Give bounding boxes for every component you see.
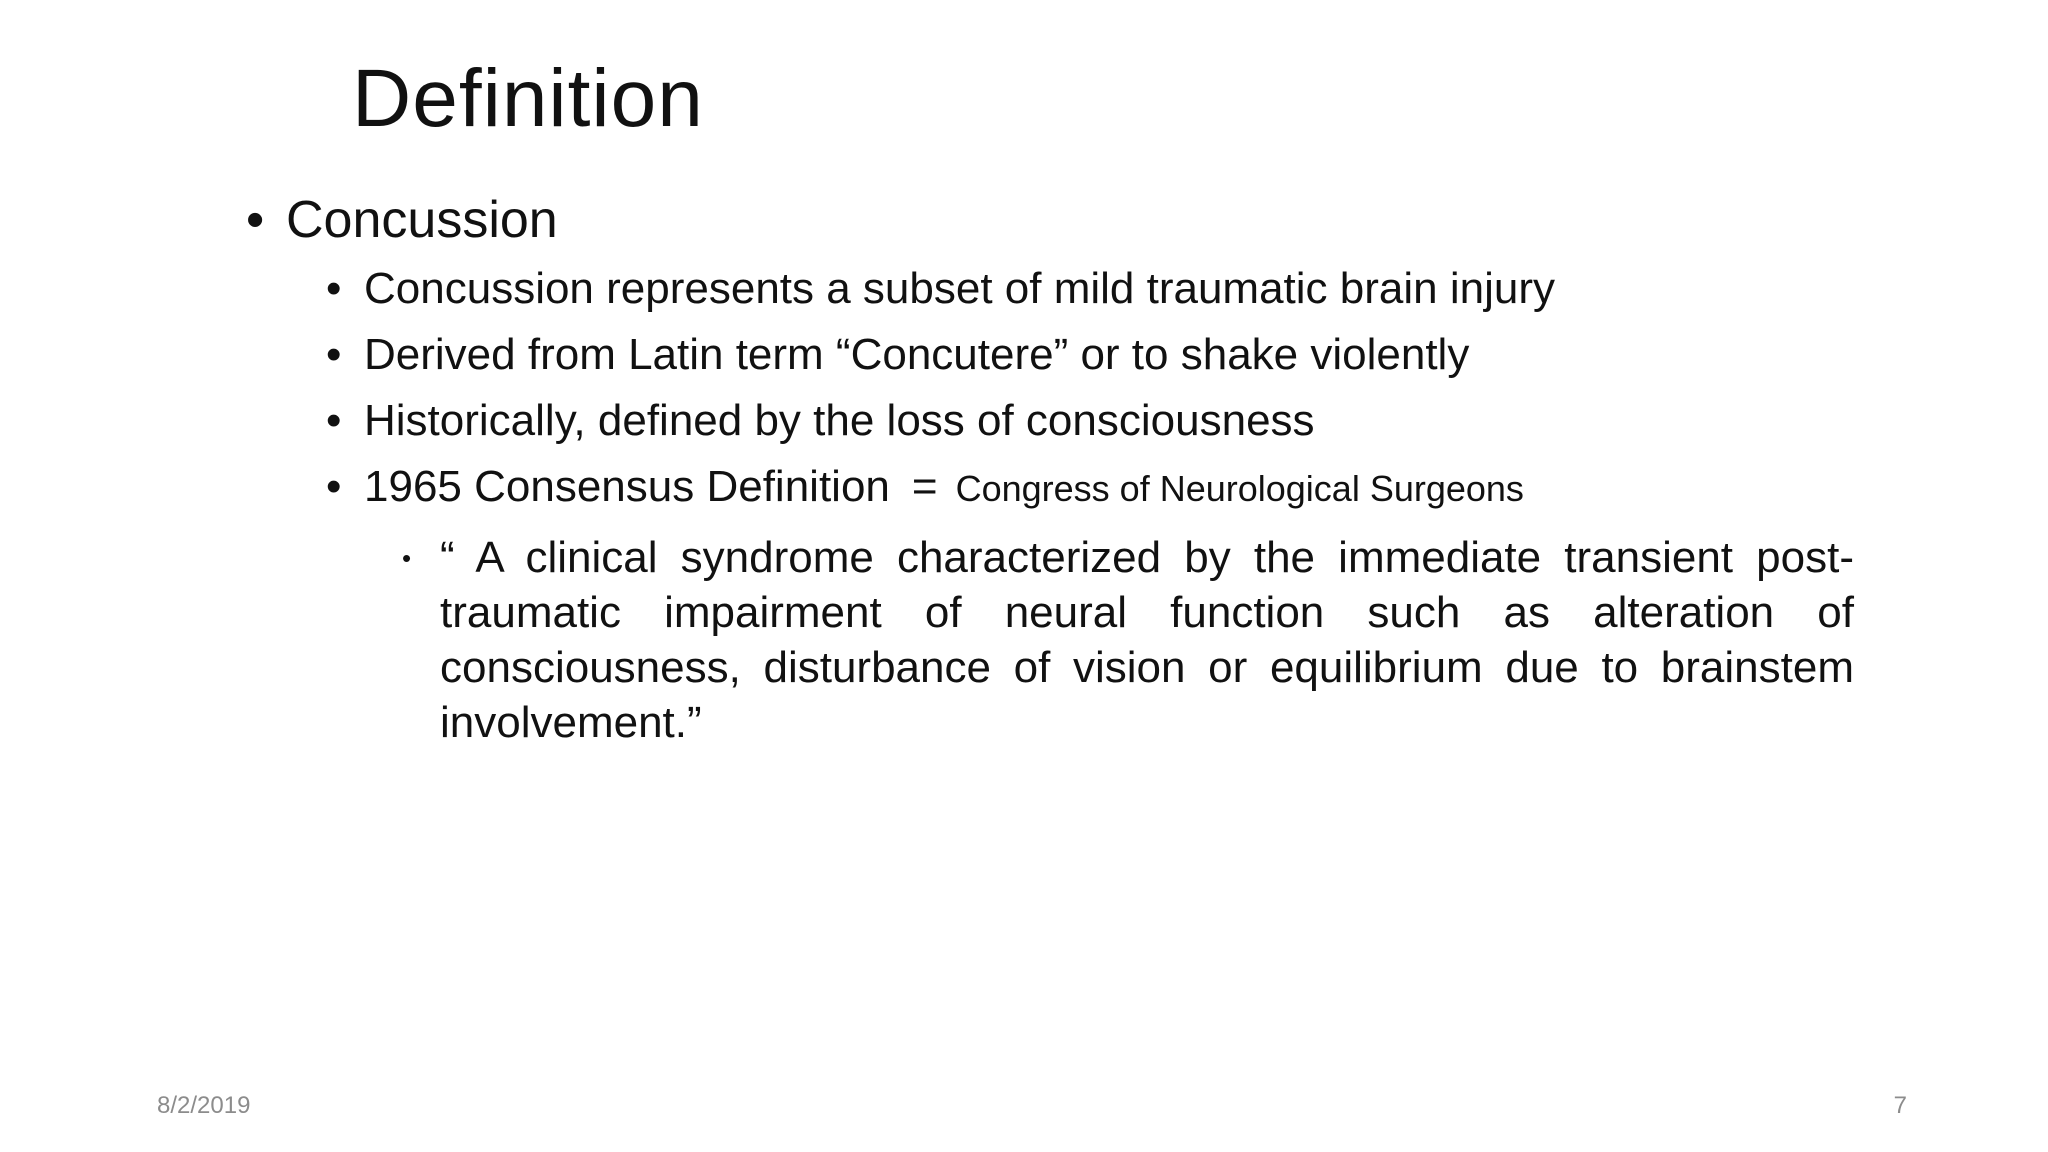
footer-date: 8/2/2019 <box>157 1092 251 1119</box>
definition-quote: “ A clinical syndrome characterized by the immediate transient post-traumatic impairment of neural function such as alteration of consciousness, disturbance of vision or equilibrium due to brainstem involvement.” <box>440 533 1854 747</box>
bullet-level1-concussion <box>246 190 558 250</box>
bullet-level2-subset <box>326 264 1555 314</box>
bullet-text: Historically, defined by the loss of consciousness <box>364 396 1315 445</box>
bullet-level3-quote <box>402 530 1858 750</box>
bullet-marker: • <box>326 462 342 511</box>
bullet-level2-historically <box>326 396 1315 446</box>
bullet-marker: • <box>326 330 342 379</box>
consensus-text: 1965 Consensus Definition <box>364 462 890 511</box>
bullet-marker: • <box>402 543 412 573</box>
slide-number: 7 <box>1893 1092 1907 1119</box>
bullet-marker: • <box>326 396 342 445</box>
slide-title: Definition <box>352 53 704 144</box>
bullet-text: Derived from Latin term “Concutere” or to shake violently <box>364 330 1470 379</box>
bullet-text: Concussion represents a subset of mild traumatic brain injury <box>364 264 1555 313</box>
bullet-marker: • <box>326 264 342 313</box>
equals-sign: = <box>911 462 938 511</box>
bullet-level2-latin-term <box>326 330 1469 380</box>
consensus-source: Congress of Neurological Surgeons <box>955 468 1524 509</box>
bullet-text: Concussion <box>286 191 558 249</box>
bullet-marker: • <box>246 191 265 249</box>
bullet-level2-consensus-definition <box>326 462 1524 512</box>
